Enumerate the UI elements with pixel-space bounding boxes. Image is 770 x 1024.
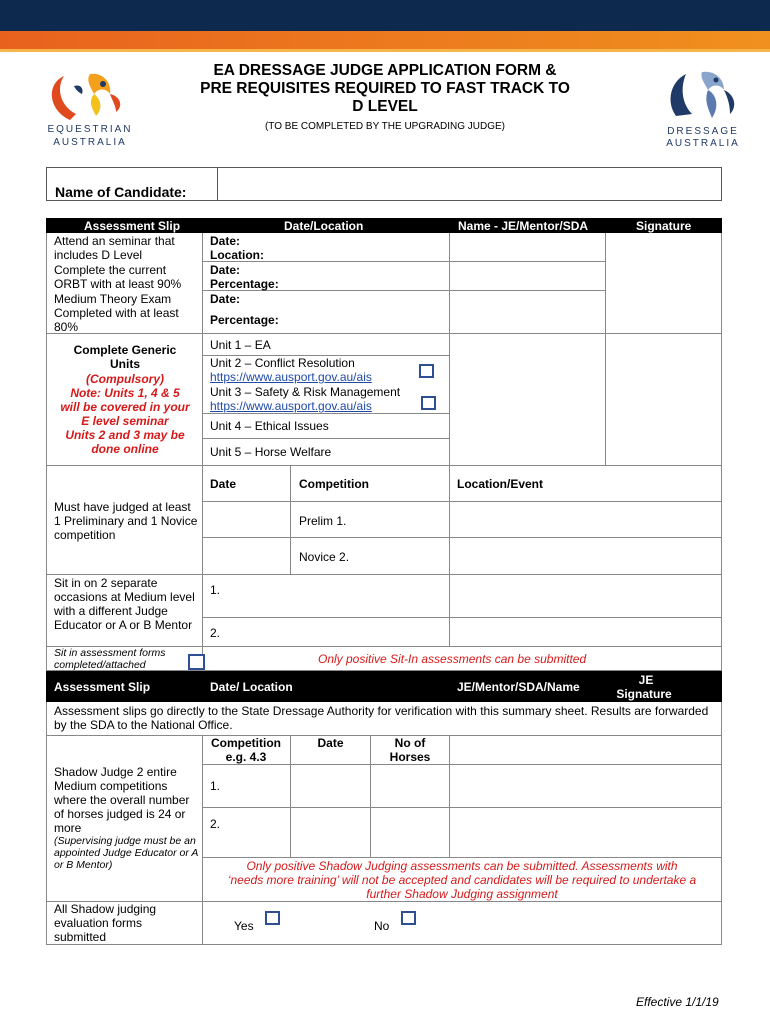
judged-col-competition: Competition bbox=[299, 477, 369, 491]
candidate-name-row bbox=[46, 167, 722, 201]
sitin-slip-note: Sit in assessment forms completed/attached bbox=[54, 647, 166, 671]
slip-info-text: Assessment slips go directly to the State Dressage Authority for verification with this summary sheet. Results are forwarded by the SDA to the National Office. bbox=[54, 704, 709, 732]
header-band-orange bbox=[0, 31, 770, 49]
logo-left-line2: AUSTRALIA bbox=[53, 137, 127, 148]
evaluation-yes-checkbox[interactable] bbox=[265, 911, 280, 925]
header-band-gold bbox=[0, 49, 770, 52]
page-title bbox=[170, 62, 600, 116]
header-date-location: Date/Location bbox=[284, 219, 364, 233]
header-assessment-slip: Assessment Slip bbox=[84, 219, 181, 233]
evaluation-yes-label: Yes bbox=[234, 919, 254, 933]
shadow-col-horses: No of Horses bbox=[389, 736, 431, 764]
shadow-desc: Shadow Judge 2 entire Medium competitions where the overall number of horses judged is 24 or more bbox=[54, 765, 190, 835]
t2-header-signature: Signature bbox=[616, 687, 672, 701]
dressage-horse-logo-icon bbox=[662, 66, 744, 124]
unit-2-checkbox[interactable] bbox=[419, 364, 434, 378]
unit-3-link[interactable]: https://www.ausport.gov.au/ais bbox=[210, 399, 372, 413]
generic-units-note: (Compulsory) Note: Units 1, 4 & 5 will be covered in your E level seminar Units 2 and 3 may be done online bbox=[60, 372, 190, 456]
shadow-number-2: 2. bbox=[210, 817, 221, 831]
seminar-desc: Attend an seminar that includes D Level bbox=[54, 234, 175, 262]
shadow-note: (Supervising judge must be an appointed Judge Educator or A or B Mentor) bbox=[54, 835, 198, 871]
unit-1: Unit 1 – EA bbox=[210, 338, 271, 352]
shadow-col-date: Date bbox=[317, 736, 344, 750]
orbt-desc: Complete the current ORBT with at least 90% bbox=[54, 263, 182, 291]
candidate-name-label: Name of Candidate: bbox=[55, 184, 187, 200]
equestrian-australia-logo bbox=[40, 66, 140, 150]
sitin-number-2: 2. bbox=[210, 626, 221, 640]
theory-date-label: Date: bbox=[210, 292, 241, 306]
theory-percentage-label: Percentage: bbox=[210, 313, 279, 327]
unit-2: Unit 2 – Conflict Resolution bbox=[210, 356, 355, 370]
horse-head-logo-icon bbox=[40, 66, 140, 122]
judged-desc: Must have judged at least 1 Preliminary and 1 Novice competition bbox=[54, 500, 198, 542]
candidate-name-field[interactable] bbox=[219, 170, 719, 198]
orbt-percentage-label: Percentage: bbox=[210, 277, 279, 291]
header-name-je: Name - JE/Mentor/SDA bbox=[458, 219, 589, 233]
logo-right-line2: AUSTRALIA bbox=[666, 138, 740, 149]
judged-col-date: Date bbox=[210, 477, 237, 491]
t2-header-je: JE bbox=[638, 673, 654, 687]
judged-col-location: Location/Event bbox=[457, 477, 544, 491]
judged-novice: Novice 2. bbox=[299, 550, 350, 564]
unit-5: Unit 5 – Horse Welfare bbox=[210, 445, 332, 459]
header-band-navy bbox=[0, 0, 770, 31]
judged-prelim: Prelim 1. bbox=[299, 514, 347, 528]
t2-header-assessment-slip: Assessment Slip bbox=[54, 680, 151, 694]
title-line-1: EA DRESSAGE JUDGE APPLICATION FORM & bbox=[213, 62, 557, 79]
sitin-checkbox[interactable] bbox=[188, 654, 205, 670]
sitin-warning: Only positive Sit-In assessments can be submitted bbox=[318, 652, 587, 666]
title-line-3: D LEVEL bbox=[352, 98, 418, 115]
t2-header-date-location: Date/ Location bbox=[210, 680, 293, 694]
sitin-number-1: 1. bbox=[210, 583, 221, 597]
page-subtitle: (TO BE COMPLETED BY THE UPGRADING JUDGE) bbox=[264, 121, 506, 132]
sitin-desc: Sit in on 2 separate occasions at Medium level with a different Judge Educator or A or B Mentor bbox=[54, 576, 195, 632]
evaluation-no-label: No bbox=[374, 919, 390, 933]
unit-3: Unit 3 – Safety & Risk Management bbox=[210, 385, 401, 399]
shadow-number-1: 1. bbox=[210, 779, 221, 793]
unit-3-checkbox[interactable] bbox=[421, 396, 436, 410]
evaluation-desc: All Shadow judging evaluation forms submitted bbox=[54, 902, 157, 944]
logo-right-line1: DRESSAGE bbox=[667, 126, 739, 137]
title-line-2: PRE REQUISITES REQUIRED TO FAST TRACK TO bbox=[200, 80, 570, 97]
orbt-date-label: Date: bbox=[210, 263, 241, 277]
t2-header-je-mentor: JE/Mentor/SDA/Name bbox=[457, 680, 580, 694]
header-signature: Signature bbox=[636, 219, 692, 233]
effective-date: Effective 1/1/19 bbox=[636, 995, 719, 1009]
seminar-date-label: Date: bbox=[210, 234, 241, 248]
evaluation-no-checkbox[interactable] bbox=[401, 911, 416, 925]
logo-left-line1: EQUESTRIAN bbox=[47, 124, 133, 135]
unit-2-link[interactable]: https://www.ausport.gov.au/ais bbox=[210, 370, 372, 384]
dressage-australia-logo bbox=[662, 66, 744, 150]
generic-units-title: Complete Generic Units bbox=[73, 343, 177, 371]
theory-desc: Medium Theory Exam Completed with at least 80% bbox=[54, 292, 179, 334]
unit-4: Unit 4 – Ethical Issues bbox=[210, 419, 329, 433]
shadow-col-competition: Competition e.g. 4.3 bbox=[211, 736, 281, 764]
shadow-warning: Only positive Shadow Judging assessments can be submitted. Assessments with ‘needs more training’ will not be accepted and candidates will be required to undertake a further Shadow Judging assignment bbox=[227, 859, 697, 901]
seminar-location-label: Location: bbox=[210, 248, 264, 262]
